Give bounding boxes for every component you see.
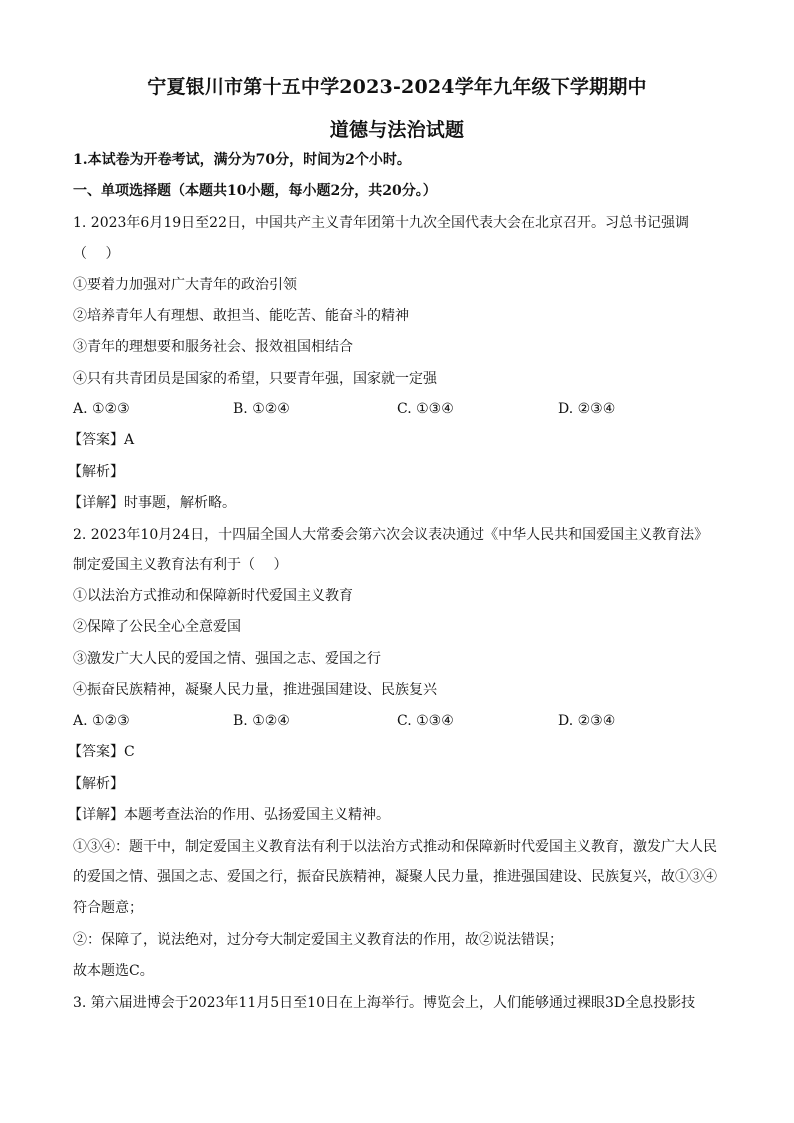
- q1-item: ③青年的理想要和服务社会、报效祖国相结合: [73, 339, 353, 355]
- q2-explanation: 符合题意；: [73, 900, 143, 916]
- q2-item: ③激发广大人民的爱国之情、强国之志、爱国之行: [73, 651, 381, 667]
- q1-detail: 【详解】时事题，解析略。: [68, 495, 236, 511]
- q2-explanation: 的爱国之情、强国之志、爱国之行，振奋民族精神，凝聚人民力量，推进强国建设、民族复兴，故①③④: [73, 869, 717, 885]
- q2-item: ④振奋民族精神，凝聚人民力量，推进强国建设、民族复兴: [73, 682, 437, 698]
- q2-option-b: B. ①②④: [233, 713, 290, 729]
- q1-item: ④只有共青团员是国家的希望，只要青年强，国家就一定强: [73, 371, 437, 387]
- q1-item: ②培养青年人有理想、敢担当、能吃苦、能奋斗的精神: [73, 308, 409, 324]
- q1-item: ①要着力加强对广大青年的政治引领: [73, 277, 297, 293]
- q2-conclusion: 故本题选C。: [73, 963, 154, 979]
- q2-item: ①以法治方式推动和保障新时代爱国主义教育: [73, 588, 353, 604]
- q2-option-a: A. ①②③: [73, 713, 130, 729]
- page-title: 宁夏银川市第十五中学2023-2024学年九年级下学期期中: [147, 76, 647, 98]
- q1-stem: 1. 2023年6月19日至22日，中国共产主义青年团第十九次全国代表大会在北京召开。习总书记强调: [73, 215, 689, 231]
- q1-option-b: B. ①②④: [233, 401, 290, 417]
- exam-note: 1.本试卷为开卷考试，满分为70分，时间为2个小时。: [73, 152, 411, 168]
- q2-item: ②保障了公民全心全意爱国: [73, 619, 241, 635]
- section-heading: 一、单项选择题（本题共10小题，每小题2分，共20分。）: [73, 183, 437, 199]
- q3-stem: 3. 第六届进博会于2023年11月5日至10日在上海举行。博览会上，人们能够通过裸眼3D全息投影技: [73, 995, 696, 1011]
- q1-option-c: C. ①③④: [397, 401, 454, 417]
- q2-explanation: ②：保障了，说法绝对，过分夸大制定爱国主义教育法的作用，故②说法错误；: [73, 932, 563, 948]
- q2-detail: 【详解】本题考查法治的作用、弘扬爱国主义精神。: [68, 807, 390, 823]
- q2-explanation: ①③④：题干中，制定爱国主义教育法有利于以法治方式推动和保障新时代爱国主义教育，激发广大人民: [73, 839, 717, 855]
- q1-option-d: D. ②③④: [558, 401, 616, 417]
- q2-option-c: C. ①③④: [397, 713, 454, 729]
- q1-option-a: A. ①②③: [73, 401, 130, 417]
- page-subtitle: 道德与法治试题: [329, 119, 465, 141]
- q2-option-d: D. ②③④: [558, 713, 616, 729]
- q1-answer: 【答案】A: [68, 432, 135, 448]
- q2-analysis: 【解析】: [68, 776, 124, 792]
- q2-answer: 【答案】C: [68, 744, 135, 760]
- q2-stem: 2. 2023年10月24日，十四届全国人大常委会第六次会议表决通过《中华人民共和国爱国主义教育法》: [73, 527, 709, 543]
- q1-analysis: 【解析】: [68, 464, 124, 480]
- q1-blank: （ ）: [73, 246, 120, 262]
- q2-stem-cont: 制定爱国主义教育法有利于（ ）: [73, 557, 288, 573]
